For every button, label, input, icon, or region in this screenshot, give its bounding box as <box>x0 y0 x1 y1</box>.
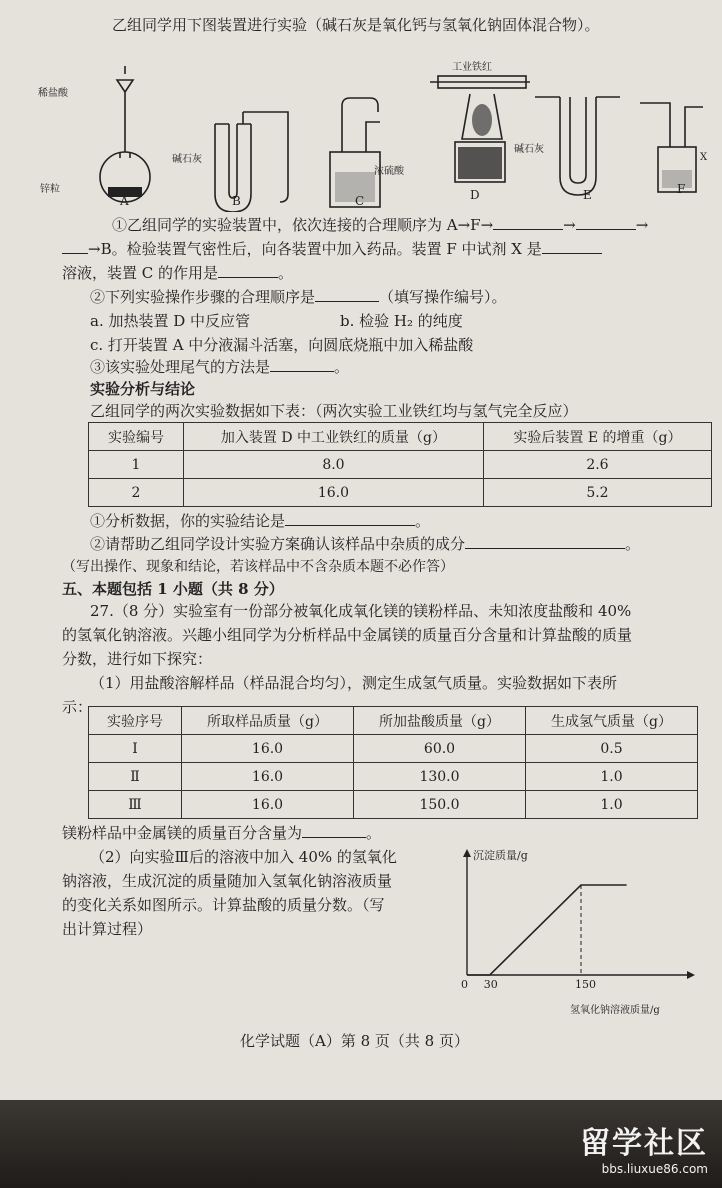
q1-line-c: 溶液，装置 C 的作用是 。 <box>62 264 294 282</box>
table1-header: 加入装置 D 中工业铁红的质量（g） <box>184 423 484 451</box>
section-5-title: 五、本题包括 1 小题（共 8 分） <box>62 580 284 598</box>
table-cell: Ⅲ <box>89 791 182 819</box>
watermark-logo <box>580 1118 708 1176</box>
table-cell: 16.0 <box>182 791 354 819</box>
letter-a: A <box>120 194 129 208</box>
mg-percent-line: 镁粉样品中金属镁的质量百分含量为 。 <box>62 824 382 842</box>
table2-header: 生成氢气质量（g） <box>526 707 698 735</box>
q1-line-b: →B。检验装置气密性后，向各装置中加入药品。装置 F 中试剂 X 是 <box>62 238 602 259</box>
table-cell: 2 <box>89 479 184 507</box>
y-axis-label: 沉淀质量/g <box>473 849 528 862</box>
q2-option-c: c. 打开装置 A 中分液漏斗活塞，向圆底烧瓶中加入稀盐酸 <box>90 336 474 354</box>
table2-header-row <box>89 707 698 735</box>
part2-line-1: （2）向实验Ⅲ后的溶液中加入 40% 的氢氧化 <box>90 848 397 866</box>
table-cell: 1 <box>89 451 184 479</box>
section-analysis: 实验分析与结论 <box>90 380 196 398</box>
part2-line-3: 的变化关系如图所示。计算盐酸的质量分数。（写 <box>62 896 385 914</box>
table-cell: 16.0 <box>182 735 354 763</box>
q2-option-b: b. 检验 H₂ 的纯度 <box>340 312 463 330</box>
label-iron-red: 工业铁红 <box>452 62 492 73</box>
intro-text: 乙组同学用下图装置进行实验（碱石灰是氧化钙与氢氧化钠固体混合物）。 <box>112 16 600 34</box>
x-axis-label: 氢氧化钠溶液质量/g <box>570 1005 660 1016</box>
analysis1-line: ①分析数据，你的实验结论是 。 <box>90 512 431 530</box>
q27-part1-b: 示： <box>62 698 93 716</box>
table2-header: 所取样品质量（g） <box>182 707 354 735</box>
q27-line-1: 27.（8 分）实验室有一份部分被氧化成氧化镁的镁粉样品、未知浓度盐酸和 40% <box>90 602 632 620</box>
q27-part1-a: （1）用盐酸溶解样品（样品混合均匀），测定生成氢气质量。实验数据如下表所 <box>90 674 618 692</box>
analysis2-line: ②请帮助乙组同学设计实验方案确认该样品中杂质的成分 。 <box>90 535 641 553</box>
table-cell: 1.0 <box>526 791 698 819</box>
table-cell: Ⅰ <box>89 735 182 763</box>
table-row <box>89 735 698 763</box>
label-soda-lime-e: 碱石灰 <box>514 144 544 155</box>
table-cell: 16.0 <box>184 479 484 507</box>
x-tick-label: 150 <box>575 978 596 991</box>
part2-line-2: 钠溶液，生成沉淀的质量随加入氢氧化钠溶液质量 <box>62 872 393 890</box>
table1-header: 实验后装置 E 的增重（g） <box>483 423 711 451</box>
table-experiment-1 <box>88 422 712 507</box>
table-cell: Ⅱ <box>89 763 182 791</box>
label-zinc: 锌粒 <box>40 184 60 195</box>
table-row <box>89 763 698 791</box>
table-cell: 8.0 <box>184 451 484 479</box>
precipitate-chart <box>455 845 705 1020</box>
table-cell: 5.2 <box>483 479 711 507</box>
table-row <box>89 791 698 819</box>
table1-caption: 乙组同学的两次实验数据如下表：（两次实验工业铁红均与氢气完全反应） <box>90 402 578 420</box>
y-axis-arrow <box>463 849 471 857</box>
label-x: X <box>700 152 708 163</box>
table-cell: 0.5 <box>526 735 698 763</box>
table-cell: 60.0 <box>354 735 526 763</box>
watermark-url: bbs.liuxue86.com <box>601 1162 708 1176</box>
letter-c: C <box>355 194 365 208</box>
analysis2-note: （写出操作、现象和结论，若该样品中不含杂质本题不必作答） <box>62 559 454 575</box>
letter-d: D <box>470 188 480 202</box>
table2-header: 实验序号 <box>89 707 182 735</box>
label-soda-lime-b: 碱石灰 <box>172 154 202 165</box>
series-line <box>467 885 627 975</box>
q1-line-a: ①乙组同学的实验装置中，依次连接的合理顺序为 A→F→ → → <box>112 216 649 234</box>
table1-header: 实验编号 <box>89 423 184 451</box>
letter-e: E <box>583 188 592 202</box>
table-cell: 16.0 <box>182 763 354 791</box>
table-cell: 1.0 <box>526 763 698 791</box>
q27-line-3: 分数，进行如下探究： <box>62 650 213 668</box>
x-axis-arrow <box>687 971 695 979</box>
watermark-title: 留学社区 <box>580 1126 708 1161</box>
label-dilute-hcl: 稀盐酸 <box>38 88 68 99</box>
q2-option-a: a. 加热装置 D 中反应管 <box>90 312 251 330</box>
q3-line: ③该实验处理尾气的方法是 。 <box>90 358 350 376</box>
x-tick-label: 0 <box>461 978 468 991</box>
table-cell: 130.0 <box>354 763 526 791</box>
table-cell: 150.0 <box>354 791 526 819</box>
table-experiment-2 <box>88 706 698 819</box>
q27-line-2: 的氢氧化钠溶液。兴趣小组同学为分析样品中金属镁的质量百分含量和计算盐酸的质量 <box>62 626 633 644</box>
letter-b: B <box>232 194 241 208</box>
letter-f: F <box>677 182 686 196</box>
table1-header-row <box>89 423 712 451</box>
table-row <box>89 479 712 507</box>
table2-header: 所加盐酸质量（g） <box>354 707 526 735</box>
table-cell: 2.6 <box>483 451 711 479</box>
apparatus-diagram <box>30 52 720 212</box>
q2-line: ②下列实验操作步骤的合理顺序是 （填写操作编号）。 <box>90 288 507 306</box>
part2-line-4: 出计算过程） <box>62 920 153 938</box>
x-tick-label: 30 <box>483 978 498 991</box>
page-footer: 化学试题（A）第 8 页（共 8 页） <box>240 1032 469 1050</box>
table-row <box>89 451 712 479</box>
label-conc-acid: 浓硫酸 <box>374 166 404 177</box>
